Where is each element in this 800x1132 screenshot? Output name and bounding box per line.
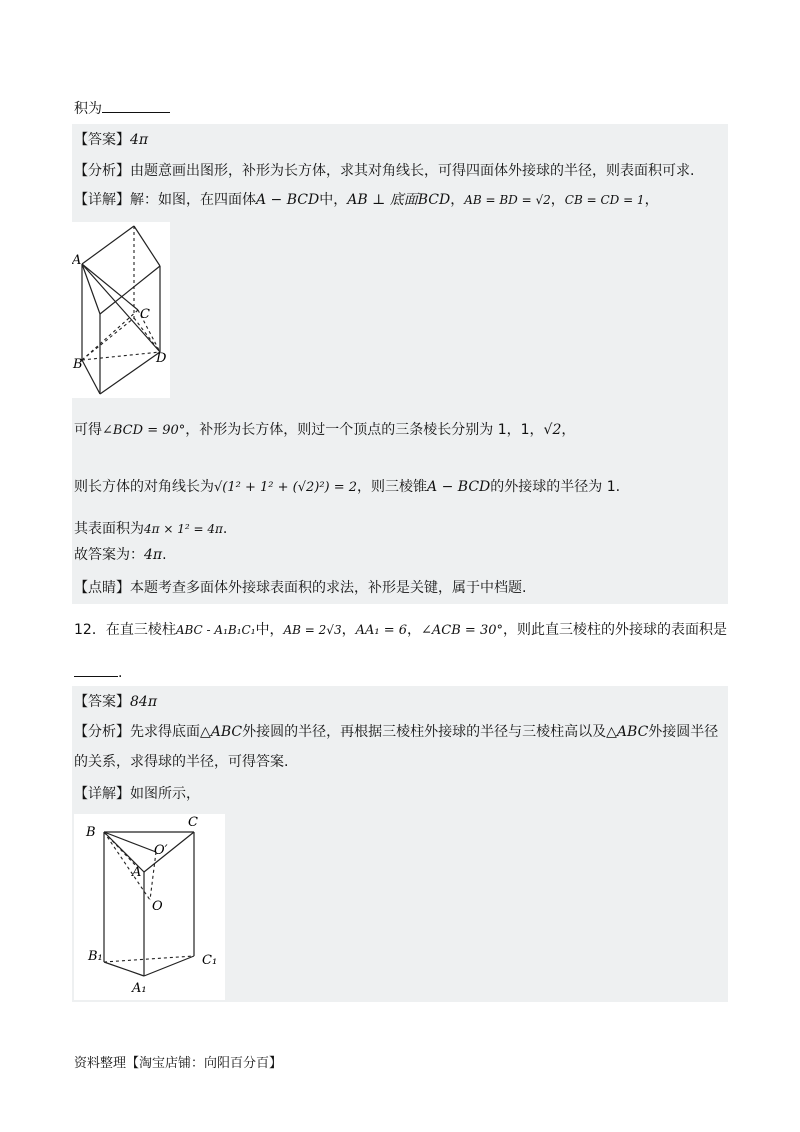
hidden-edge [104, 832, 150, 900]
hidden-edge [150, 852, 156, 900]
q12-analysis-line1: 【分析】先求得底面△ABC外接圆的半径，再根据三棱柱外接球的半径与三棱柱高以及△ABC外接圆半径 [74, 724, 719, 740]
label-O: O [152, 899, 163, 914]
prev-question-text: 积为 [74, 101, 102, 117]
footer-source: 资料整理【淘宝店铺：向阳百分百】 [74, 1056, 283, 1071]
edge [82, 226, 134, 264]
figure-tetrahedron [72, 222, 170, 398]
label-B: B [73, 357, 83, 372]
label-A1: A₁ [132, 981, 147, 996]
figure-prism [74, 814, 225, 1000]
label-B1: B₁ [88, 949, 103, 964]
label-C1: C₁ [202, 953, 218, 968]
q11-detail-line4: 其表面积为4π × 1² = 4π. [74, 521, 228, 537]
label-C: C [140, 307, 150, 322]
hidden-edge [82, 318, 134, 360]
q11-answer: 【答案】4π [74, 132, 149, 148]
prev-question-tail [74, 98, 170, 119]
label-C: C [188, 815, 198, 830]
q12-blank-line: . [74, 662, 122, 683]
q12-question: 12．在直三棱柱ABC - A₁B₁C₁中，AB = 2√3，AA₁ = 6，∠ACB = 30°，则此直三棱柱的外接球的表面积是 [74, 622, 727, 638]
edge [82, 360, 100, 394]
edge [104, 832, 156, 852]
edge [134, 226, 160, 266]
q11-detail-line2: 可得∠BCD = 90°，补形为长方体，则过一个顶点的三条棱长分别为 1，1，√2， [74, 422, 576, 438]
edge [144, 832, 194, 872]
q11-detail-line1: 【详解】解：如图，在四面体A − BCD中，AB ⊥ 底面BCD，AB = BD = √2，CB = CD = 1， [74, 192, 659, 208]
hidden-edge [82, 352, 160, 360]
q11-detail-line3: 则长方体的对角线长为√(1² + 1² + (√2)²) = 2，则三棱锥A − BCD的外接球的半径为 1. [74, 479, 621, 495]
edge [144, 956, 194, 976]
q11-comment: 【点睛】本题考查多面体外接球表面积的求法，补形是关键，属于中档题. [74, 580, 527, 596]
edge [104, 962, 144, 976]
figure-tetrahedron-svg [72, 222, 170, 398]
label-A: A [132, 865, 142, 880]
label-A: A [72, 253, 82, 268]
q11-analysis: 【分析】由题意画出图形，补形为长方体，求其对角线长，可得四面体外接球的半径，则表面积可求. [74, 163, 695, 179]
q11-detail-line5: 故答案为：4π. [74, 547, 167, 563]
label-B: B [86, 825, 96, 840]
edge [100, 352, 160, 394]
q12-analysis-line2: 的关系，求得球的半径，可得答案. [74, 754, 289, 770]
answer-blank [102, 98, 170, 113]
figure-prism-svg [74, 814, 225, 1000]
label-D: D [156, 351, 167, 366]
hidden-edge [104, 832, 138, 868]
q12-detail: 【详解】如图所示， [74, 786, 200, 802]
label-O1: O′ [154, 843, 168, 858]
hidden-edge [134, 318, 160, 352]
answer-blank [74, 662, 118, 677]
q12-answer: 【答案】84π [74, 694, 158, 710]
edge [100, 266, 160, 314]
